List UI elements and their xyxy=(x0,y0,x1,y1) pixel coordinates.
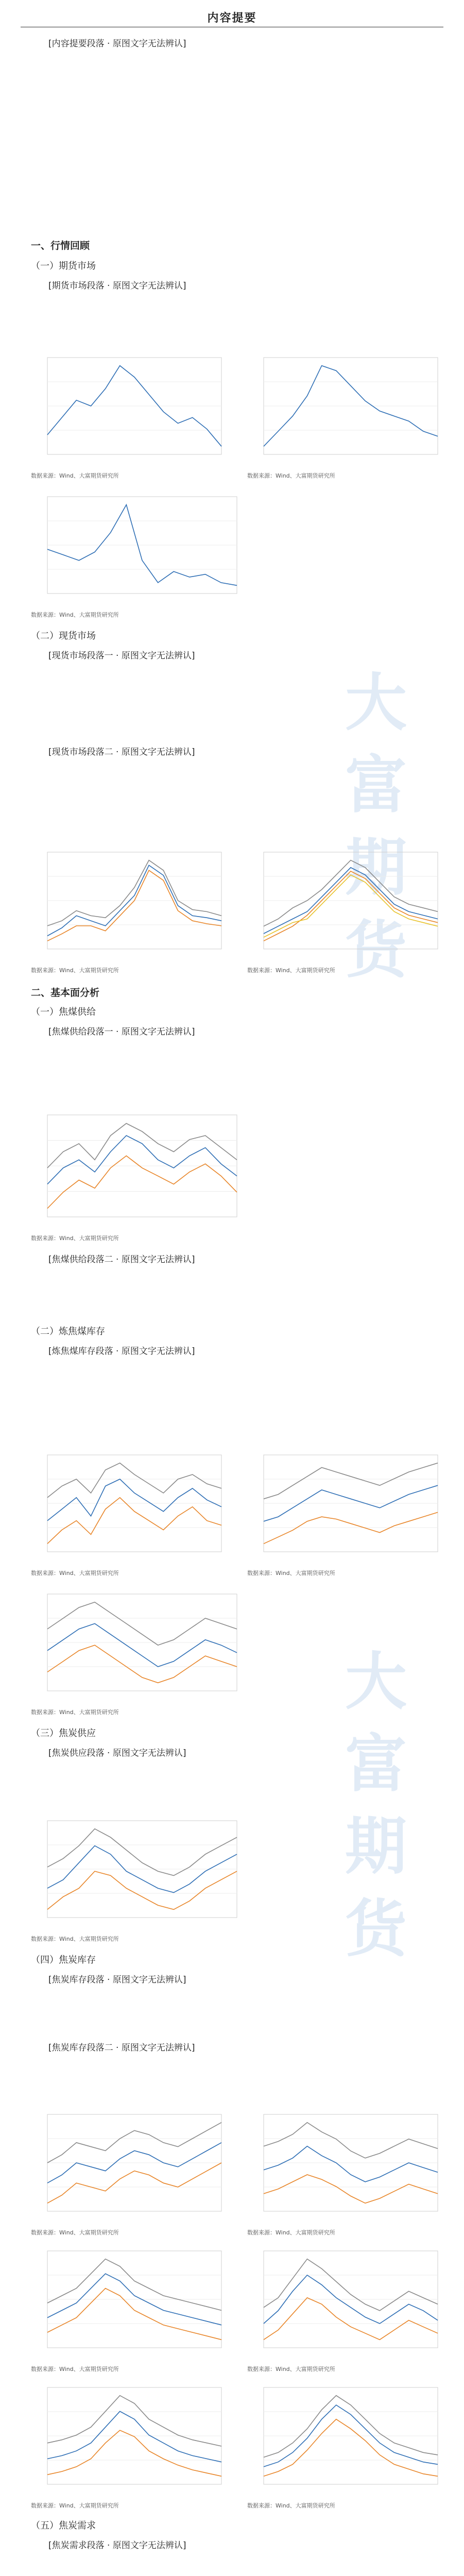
series-line-1 xyxy=(264,2175,438,2203)
paragraph: [焦炭库存段落 · 原图文字无法辨认] xyxy=(48,1975,186,1985)
series-line-1 xyxy=(264,1512,438,1544)
series-line-2 xyxy=(47,1463,221,1498)
paragraph: [焦炭供应段落 · 原图文字无法辨认] xyxy=(48,1748,186,1758)
series-line-1 xyxy=(47,1871,237,1909)
series-line-2 xyxy=(264,2396,438,2458)
subsection-heading: （二）炼焦煤库存 xyxy=(31,1326,105,1337)
series-line-1 xyxy=(47,1498,221,1544)
series-line-1 xyxy=(264,871,438,941)
section-heading: 一、行情回顾 xyxy=(31,240,90,251)
chart-1 xyxy=(242,350,443,469)
subsection-heading: （一）焦煤供给 xyxy=(31,1007,96,1018)
source-note: 数据来源：Wind、大富期货研究所 xyxy=(31,612,119,618)
chart-svg xyxy=(242,845,443,963)
source-note: 数据来源：Wind、大富期货研究所 xyxy=(31,1709,119,1716)
chart-svg xyxy=(242,2244,443,2362)
series-line-2 xyxy=(264,2123,438,2158)
watermark: 大富期货 xyxy=(335,1649,406,1978)
chart-svg xyxy=(26,2107,227,2226)
chart-svg xyxy=(26,350,227,469)
series-line-0 xyxy=(47,1623,237,1667)
chart-2 xyxy=(26,489,242,608)
source-note: 数据来源：Wind、大富期货研究所 xyxy=(31,2366,119,2372)
chart-10 xyxy=(26,2107,227,2226)
chart-svg xyxy=(26,845,227,963)
series-line-2 xyxy=(264,2259,438,2311)
source-note: 数据来源：Wind、大富期货研究所 xyxy=(31,1936,119,1942)
watermark: 大富期货 xyxy=(335,670,406,999)
paragraph: [现货市场段落二 · 原图文字无法辨认] xyxy=(48,747,195,757)
chart-0 xyxy=(26,350,227,469)
series-line-1 xyxy=(264,2298,438,2340)
source-note: 数据来源：Wind、大富期货研究所 xyxy=(247,967,335,974)
source-note: 数据来源：Wind、大富期货研究所 xyxy=(31,1570,119,1577)
source-note: 数据来源：Wind、大富期货研究所 xyxy=(31,2502,119,2509)
series-line-2 xyxy=(47,2396,221,2446)
page-title: 内容提要 xyxy=(207,12,257,25)
series-line-1 xyxy=(47,870,221,941)
chart-14 xyxy=(26,2380,227,2499)
paragraph: [焦炭需求段落 · 原图文字无法辨认] xyxy=(48,2540,186,2551)
source-note: 数据来源：Wind、大富期货研究所 xyxy=(31,967,119,974)
section-heading: 二、基本面分析 xyxy=(31,987,100,998)
series-line-2 xyxy=(47,2259,221,2311)
chart-5 xyxy=(26,1108,242,1231)
series-line-1 xyxy=(47,2430,221,2476)
chart-9 xyxy=(26,1814,242,1932)
subsection-heading: （四）焦炭库存 xyxy=(31,1955,96,1965)
chart-svg xyxy=(242,1448,443,1566)
chart-svg xyxy=(26,1448,227,1566)
chart-15 xyxy=(242,2380,443,2499)
paragraph: [焦炭库存段落二 · 原图文字无法辨认] xyxy=(48,2043,195,2053)
chart-svg xyxy=(26,1108,242,1231)
source-note: 数据来源：Wind、大富期货研究所 xyxy=(247,2229,335,2236)
series-line-1 xyxy=(264,2419,438,2477)
paragraph: [期货市场段落 · 原图文字无法辨认] xyxy=(48,281,186,291)
series-line-1 xyxy=(47,2163,221,2203)
source-note: 数据来源：Wind、大富期货研究所 xyxy=(31,2229,119,2236)
chart-6 xyxy=(26,1448,227,1566)
series-line-0 xyxy=(47,1136,237,1184)
source-note: 数据来源：Wind、大富期货研究所 xyxy=(247,1570,335,1577)
source-note: 数据来源：Wind、大富期货研究所 xyxy=(247,472,335,479)
chart-8 xyxy=(26,1587,242,1705)
subsection-heading: （二）现货市场 xyxy=(31,631,96,641)
series-line-2 xyxy=(47,1829,237,1876)
subsection-heading: （一）期货市场 xyxy=(31,261,96,272)
source-note: 数据来源：Wind、大富期货研究所 xyxy=(31,1235,119,1242)
chart-12 xyxy=(26,2244,227,2362)
paragraph: [炼焦煤库存段落 · 原图文字无法辨认] xyxy=(48,1346,195,1357)
series-line-0 xyxy=(264,2146,438,2182)
chart-svg xyxy=(242,2380,443,2499)
chart-7 xyxy=(242,1448,443,1566)
chart-svg xyxy=(26,2380,227,2499)
series-line-1 xyxy=(47,1156,237,1208)
source-note: 数据来源：Wind、大富期货研究所 xyxy=(247,2502,335,2509)
chart-3 xyxy=(26,845,227,963)
summary-paragraph: [内容提要段落 · 原图文字无法辨认] xyxy=(48,39,186,49)
chart-svg xyxy=(26,1814,242,1932)
chart-svg xyxy=(26,1587,242,1705)
paragraph: [焦煤供给段落二 · 原图文字无法辨认] xyxy=(48,1255,195,1265)
source-note: 数据来源：Wind、大富期货研究所 xyxy=(247,2366,335,2372)
chart-13 xyxy=(242,2244,443,2362)
paragraph: [现货市场段落一 · 原图文字无法辨认] xyxy=(48,651,195,661)
chart-svg xyxy=(242,2107,443,2226)
paragraph: [焦煤供给段落一 · 原图文字无法辨认] xyxy=(48,1027,195,1037)
chart-4 xyxy=(242,845,443,963)
subsection-heading: （三）焦炭供应 xyxy=(31,1728,96,1739)
chart-svg xyxy=(26,489,242,608)
series-line-2 xyxy=(47,1602,237,1646)
source-note: 数据来源：Wind、大富期货研究所 xyxy=(31,472,119,479)
series-line-0 xyxy=(47,1479,221,1521)
chart-svg xyxy=(26,2244,227,2362)
series-line-1 xyxy=(47,1645,237,1683)
chart-svg xyxy=(242,350,443,469)
chart-11 xyxy=(242,2107,443,2226)
subsection-heading: （五）焦炭需求 xyxy=(31,2520,96,2531)
